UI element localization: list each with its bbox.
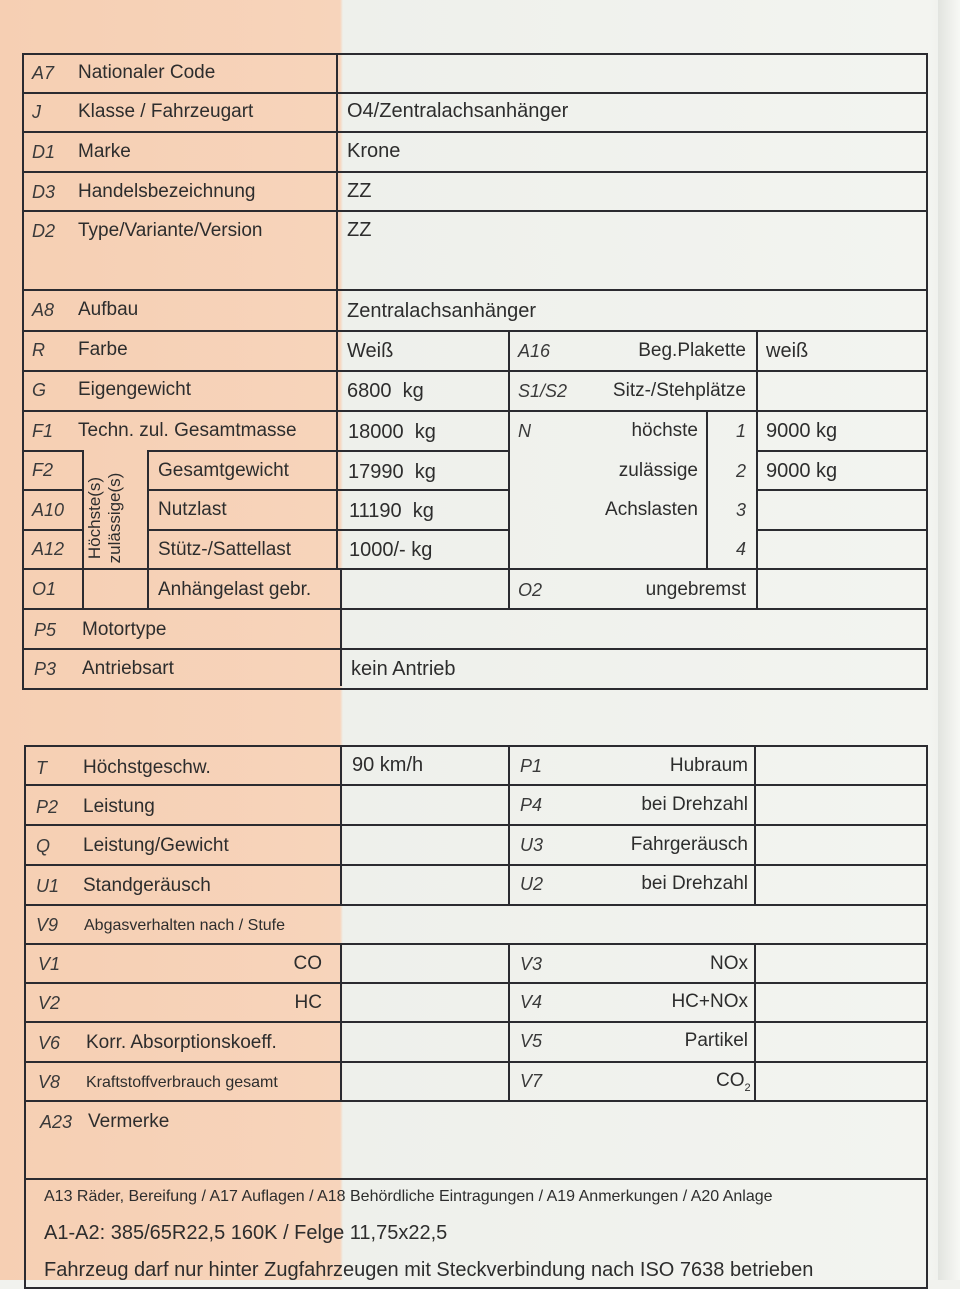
label-support-load: Stütz-/Sattellast — [158, 539, 292, 560]
label-power-weight: Leistung/Gewicht — [83, 835, 229, 856]
value-body: Zentralachsanhänger — [347, 300, 537, 322]
axle-number-2: 2 — [736, 461, 747, 481]
tyre-info: A1-A2: 385/65R22,5 160K / Felge 11,75x22,5 — [44, 1222, 448, 1244]
code-a10: A10 — [32, 500, 65, 520]
label-at-rpm-2: bei Drehzahl — [641, 873, 748, 894]
code-d3: D3 — [32, 182, 56, 202]
code-t: T — [36, 758, 47, 778]
code-v8: V8 — [38, 1072, 61, 1092]
label-unbraked: ungebremst — [645, 579, 746, 600]
code-f1: F1 — [32, 421, 54, 441]
label-gross-weight: Gesamtgewicht — [158, 460, 289, 481]
code-d2: D2 — [32, 221, 56, 241]
label-trailer-load-braked: Anhängelast gebr. — [158, 579, 312, 600]
value-vehicle-class: O4/Zentralachsanhänger — [347, 100, 569, 122]
code-j: J — [32, 102, 41, 122]
header-a13-remarks: A13 Räder, Bereifung / A17 Auflagen / A18 Behördliche Eintragungen / A19 Anmerkungen / A20 Anlage — [44, 1188, 773, 1205]
code-q: Q — [36, 836, 51, 856]
value-max-speed: 90 km/h — [352, 754, 424, 776]
code-a7: A7 — [32, 63, 55, 83]
code-a12: A12 — [32, 539, 65, 559]
value-empty-weight: 6800 kg — [347, 380, 424, 402]
label-seats: Sitz-/Stehplätze — [612, 380, 746, 401]
code-v6: V6 — [38, 1033, 61, 1053]
label-tech-gross-mass: Techn. zul. Gesamtmasse — [78, 420, 297, 441]
code-v3: V3 — [520, 954, 543, 974]
label-nox: NOx — [710, 953, 748, 974]
group-label-permissible: zulässige(s) — [105, 472, 124, 564]
code-o2: O2 — [518, 580, 543, 600]
label-vehicle-class: Klasse / Fahrzeugart — [78, 101, 254, 122]
code-a8: A8 — [32, 300, 55, 320]
label-color: Farbe — [78, 339, 128, 360]
value-type-variant: ZZ — [347, 219, 372, 241]
label-national-code: Nationaler Code — [78, 62, 216, 83]
label-remarks: Vermerke — [88, 1111, 170, 1132]
code-v9: V9 — [36, 915, 59, 935]
value-gross-weight: 17990 kg — [348, 461, 436, 483]
code-p5: P5 — [34, 620, 57, 640]
code-v5: V5 — [520, 1031, 543, 1051]
code-s1s2: S1/S2 — [518, 381, 568, 401]
label-drive-type: Antriebsart — [82, 658, 174, 679]
label-absorption-coeff: Korr. Absorptionskoeff. — [86, 1032, 277, 1053]
value-axle-2: 9000 kg — [766, 460, 838, 482]
code-d1: D1 — [32, 142, 56, 162]
value-payload: 11190 kg — [349, 500, 434, 522]
label-co: CO — [293, 953, 322, 974]
code-p3: P3 — [34, 659, 57, 679]
code-r: R — [32, 340, 45, 360]
paper-edge — [938, 0, 960, 1280]
code-n: N — [518, 421, 531, 441]
value-make: Krone — [347, 140, 401, 162]
label-stationary-noise: Standgeräusch — [83, 875, 211, 896]
label-payload: Nutzlast — [158, 499, 227, 520]
code-o1: O1 — [32, 579, 57, 599]
value-drive-type: kein Antrieb — [351, 658, 456, 680]
axle-number-1: 1 — [736, 421, 747, 441]
label-at-rpm-1: bei Drehzahl — [641, 794, 748, 815]
code-a23: A23 — [40, 1112, 73, 1132]
value-axle-1: 9000 kg — [766, 420, 838, 442]
label-badge: Beg.Plakette — [638, 340, 746, 361]
value-badge: weiß — [766, 340, 809, 362]
axle-number-4: 4 — [736, 539, 747, 559]
label-particulates: Partikel — [684, 1030, 748, 1051]
label-hc: HC — [294, 992, 322, 1013]
label-axle-loads: Achslasten — [605, 499, 698, 520]
label-body: Aufbau — [78, 299, 139, 320]
code-v4: V4 — [520, 992, 543, 1012]
label-permissible: zulässige — [618, 460, 698, 481]
value-trade-name: ZZ — [347, 180, 372, 202]
label-type-variant: Type/Variante/Version — [78, 220, 263, 241]
label-power: Leistung — [83, 796, 155, 817]
code-u3: U3 — [520, 835, 544, 855]
code-g: G — [32, 380, 47, 400]
code-v7: V7 — [520, 1071, 543, 1091]
axle-number-3: 3 — [736, 500, 747, 520]
label-max-speed: Höchstgeschw. — [83, 757, 211, 778]
label-empty-weight: Eigengewicht — [78, 379, 192, 400]
label-fuel-consumption: Kraftstoffverbrauch gesamt — [86, 1074, 278, 1091]
code-p2: P2 — [36, 797, 59, 817]
code-u2: U2 — [520, 874, 544, 894]
value-tech-gross-mass: 18000 kg — [348, 421, 436, 443]
value-color: Weiß — [347, 340, 394, 362]
code-a16: A16 — [518, 341, 551, 361]
label-trade-name: Handelsbezeichnung — [78, 181, 256, 202]
label-emission-standard: Abgasverhalten nach / Stufe — [84, 917, 286, 934]
label-highest: höchste — [631, 420, 698, 441]
label-hc-nox: HC+NOx — [671, 991, 748, 1012]
code-f2: F2 — [32, 460, 54, 480]
operation-note: Fahrzeug darf nur hinter Zugfahrzeugen mit Steckverbindung nach ISO 7638 betrieben — [44, 1259, 814, 1281]
group-label-highest: Höchste(s) — [85, 476, 104, 560]
code-p4: P4 — [520, 795, 543, 815]
code-u1: U1 — [36, 876, 60, 896]
label-engine-type: Motortype — [82, 619, 167, 640]
value-support-load: 1000/- kg — [349, 539, 433, 561]
code-v2: V2 — [38, 993, 61, 1013]
code-v1: V1 — [38, 954, 61, 974]
label-make: Marke — [78, 141, 131, 162]
label-displacement: Hubraum — [669, 755, 748, 776]
label-driving-noise: Fahrgeräusch — [630, 834, 748, 855]
label-co2: $CO_2$ — [716, 1070, 751, 1094]
code-p1: P1 — [520, 756, 543, 776]
